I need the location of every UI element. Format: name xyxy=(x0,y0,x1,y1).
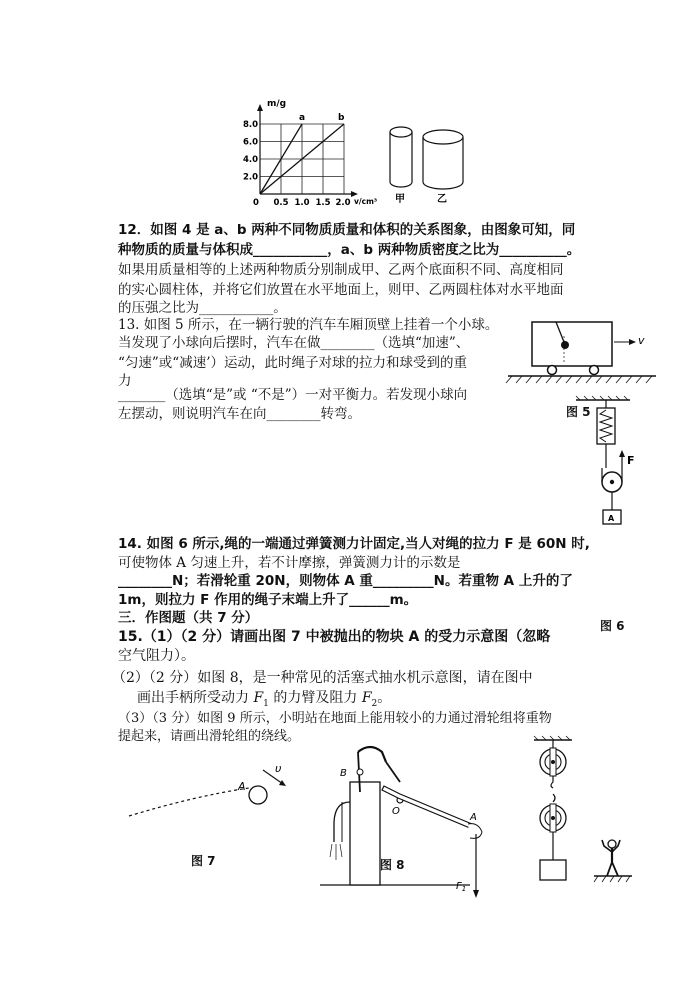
figure-4-cylinders xyxy=(384,124,470,210)
q14-line-4: 1m，则拉力 F 作用的绳子末端上升了______m。 xyxy=(118,592,418,608)
q15-line-1: 15.（1）（2 分）请画出图 7 中被抛出的物块 A 的受力示意图（忽略 xyxy=(118,629,551,645)
q12-line-4: 的实心圆柱体，并将它们放置在水平地面上，则甲、乙两圆柱体对水平地面 xyxy=(118,282,564,298)
q13-line-3: “匀速”或“减速’）运动，此时绳子对球的拉力和球受到的重 xyxy=(118,355,467,371)
x-tick-05: 0.5 xyxy=(273,198,289,208)
x-tick-20: 2.0 xyxy=(335,198,351,208)
velocity-label: υ xyxy=(275,762,282,775)
f2-symbol: F xyxy=(361,690,372,706)
q15-line-5: （3）（3 分）如图 9 所示，小明站在地面上能用较小的力通过滑轮组将重物 xyxy=(118,711,552,726)
y-tick-8: 8.0 xyxy=(242,120,258,130)
q15-line-2: 空气阻力）。 xyxy=(118,648,195,664)
figure-4-graph xyxy=(230,98,378,210)
block-a-label: A xyxy=(608,514,615,523)
q12-line-1: 12．如图 4 是 a、b 两种不同物质质量和体积的关系图象，由图象可知，同 xyxy=(118,222,576,238)
line-b-label: b xyxy=(338,113,345,123)
q12-line-3: 如果用质量相等的上述两种物质分别制成甲、乙两个底面积不同、高度相同 xyxy=(118,262,564,278)
q13-line-1: 13. 如图 5 所示，在一辆行驶的汽车车厢顶壁上挂着一个小球。 xyxy=(118,317,499,333)
cylinder-yi-label: 乙 xyxy=(437,194,447,205)
q13-line-6: 左摆动，则说明汽车在向________转弯。 xyxy=(118,406,361,422)
figure-7-projectile xyxy=(125,758,305,828)
force-f1-label xyxy=(456,881,466,893)
figure-6-caption: 图 6 xyxy=(600,619,625,633)
label-a: A xyxy=(470,812,477,823)
cylinder-jia-label: 甲 xyxy=(395,194,405,205)
block-a-ball xyxy=(249,786,267,804)
x-axis-label: v/cm³ xyxy=(354,197,378,206)
f1-symbol: F xyxy=(253,690,264,706)
q14-line-3: ________N；若滑轮重 20N，则物体 A 重_________N。若重物 A 上升的了 xyxy=(118,573,573,589)
label-b: B xyxy=(340,768,347,779)
q13-line-5: _______（选填“是”或 “不是”）一对平衡力。若发现小球向 xyxy=(118,387,468,403)
q15-line-3: （2）（2 分）如图 8，是一种常见的活塞式抽水机示意图，请在图中 xyxy=(112,670,533,686)
q15-line-4-post: 。 xyxy=(377,690,392,706)
pump-cylinder xyxy=(350,782,380,885)
x-tick-15: 1.5 xyxy=(315,198,331,208)
velocity-label: v xyxy=(638,334,645,347)
label-o: O xyxy=(392,806,400,817)
cart-wheel-left xyxy=(548,366,557,375)
force-f1-sub: 1 xyxy=(461,885,467,893)
trajectory-path xyxy=(129,788,249,816)
figure-5-cart xyxy=(508,318,658,388)
q15-line-6: 提起来，请画出滑轮组的绕线。 xyxy=(118,729,301,744)
y-tick-6: 6.0 xyxy=(242,137,258,148)
q12-line-2: 种物质的质量与体积成___________，a、b 两种物质密度之比为__________。 xyxy=(118,242,581,258)
heavy-object xyxy=(540,860,566,880)
figure-8-pump xyxy=(320,742,510,902)
pump-arm xyxy=(358,747,386,762)
q14-line-2: 可使物体 A 匀速上升，若不计摩擦，弹簧测力计的示数是 xyxy=(118,555,461,571)
y-tick-4: 4.0 xyxy=(242,155,258,165)
cart-wheel-right xyxy=(590,366,599,375)
figure-6-pulley xyxy=(574,396,634,526)
q13-line-4: 力 xyxy=(118,373,132,389)
q15-line-4-pre: 画出手柄所受动力 xyxy=(137,690,254,706)
figure-8-caption: 图 8 xyxy=(380,858,405,872)
x-tick-0: 0 xyxy=(253,198,259,208)
y-tick-2: 2.0 xyxy=(242,172,258,183)
hand xyxy=(468,824,482,839)
y-axis-label: m/g xyxy=(267,99,287,109)
x-tick-10: 1.0 xyxy=(294,198,310,208)
q13-line-2: 当发现了小球向后摆时，汽车在做________（选填“加速”、 xyxy=(118,335,470,351)
block-a-label: A xyxy=(238,780,246,793)
line-a-label: a xyxy=(299,113,306,123)
q15-line-4-mid: 的力臂及阻力 xyxy=(268,690,362,706)
force-f1-letter: F xyxy=(456,881,462,892)
f2-subscript: 2 xyxy=(371,698,378,709)
y-axis-arrow xyxy=(257,104,263,111)
f1-subscript: 1 xyxy=(263,698,269,709)
figure-9-pulleys xyxy=(522,736,672,886)
q12-line-5: 的压强之比为___________。 xyxy=(118,300,287,316)
figure-7-caption: 图 7 xyxy=(191,854,216,868)
q14-line-1: 14. 如图 6 所示,绳的一端通过弹簧测力计固定,当人对绳的拉力 F 是 60N 时, xyxy=(118,536,590,552)
pendulum-ball xyxy=(561,341,569,349)
person-xiaoming xyxy=(602,840,620,876)
figure-5-caption: 图 5 xyxy=(566,405,591,419)
section-3-title: 三．作图题（共 7 分） xyxy=(118,610,259,626)
force-f-label: F xyxy=(627,454,635,467)
